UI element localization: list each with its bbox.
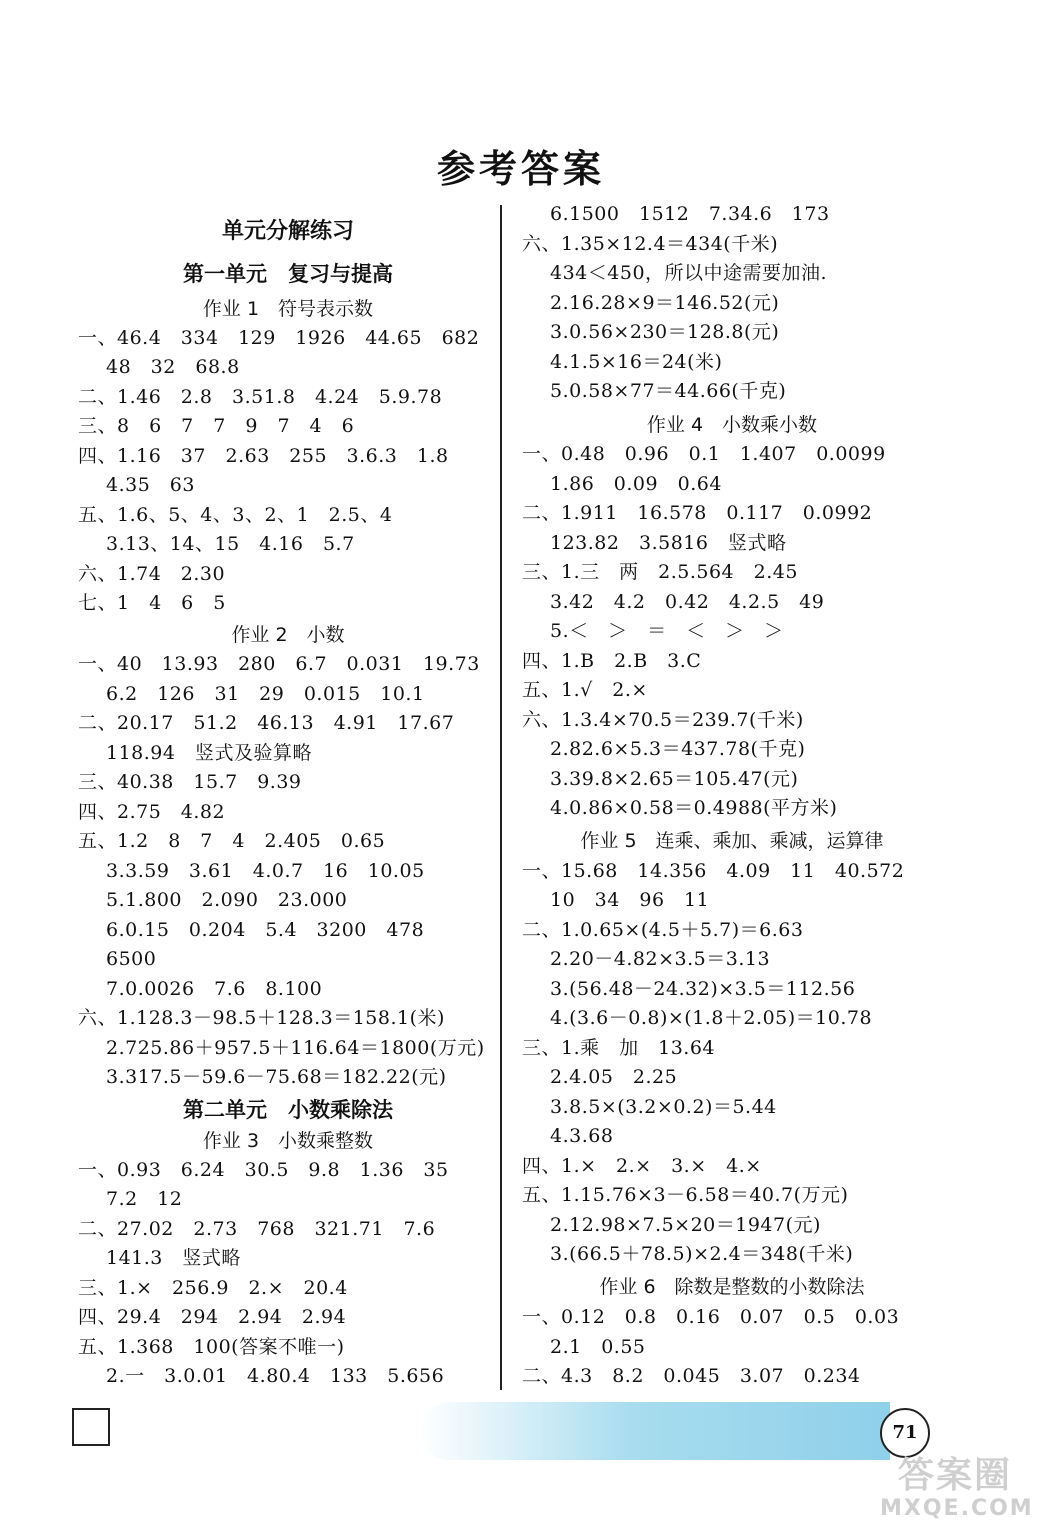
hw-5-heading: 作业 5 连乘、乘加、乘减，运算律	[580, 830, 884, 852]
answer-line: 7.2 12	[106, 1188, 183, 1210]
answer-line: 七、1 4 6 5	[78, 592, 226, 614]
watermark-logo: 答案圈	[897, 1455, 1012, 1496]
answer-line: 3.(56.48－24.32)×3.5＝112.56	[550, 978, 856, 1000]
answer-line: 二、20.17 51.2 46.13 4.91 17.67	[78, 712, 455, 734]
answer-line: 四、29.4 294 2.94 2.94	[78, 1306, 347, 1328]
answer-line: 六、1.3.4×70.5＝239.7(千米)	[522, 709, 804, 731]
corner-checkbox-decoration	[72, 1408, 110, 1446]
answer-line: 2.82.6×5.3＝437.78(千克)	[550, 738, 806, 760]
answer-line: 10 34 96 11	[550, 889, 710, 911]
answer-line: 三、8 6 7 7 9 7 4 6	[78, 415, 355, 437]
section-heading: 单元分解练习	[221, 219, 354, 244]
answer-line: 6.1500 1512 7.34.6 173	[550, 203, 830, 225]
answer-line: 三、1.乘 加 13.64	[522, 1037, 716, 1059]
unit-1-heading: 第一单元 复习与提高	[183, 262, 393, 286]
answer-line: 123.82 3.5816 竖式略	[550, 532, 787, 554]
answer-line: 4.1.5×16＝24(米)	[550, 351, 723, 373]
answer-line: 六、1.74 2.30	[78, 563, 226, 585]
answer-line: 4.35 63	[106, 474, 195, 496]
answer-line: 三、40.38 15.7 9.39	[78, 771, 302, 793]
unit-2-heading: 第二单元 小数乘除法	[183, 1098, 393, 1122]
hw-1-heading: 作业 1 符号表示数	[202, 298, 374, 320]
answer-line: 五、1.15.76×3－6.58＝40.7(万元)	[522, 1184, 849, 1206]
answer-line: 一、0.93 6.24 30.5 9.8 1.36 35	[78, 1159, 449, 1181]
answer-line: 二、27.02 2.73 768 321.71 7.6	[78, 1218, 436, 1240]
answer-line: 2.12.98×7.5×20＝1947(元)	[550, 1214, 821, 1236]
answer-line: 四、2.75 4.82	[78, 801, 226, 823]
answer-line: 3.8.5×(3.2×0.2)＝5.44	[550, 1096, 777, 1118]
answer-line: 三、1.× 256.9 2.× 20.4	[78, 1277, 348, 1299]
answer-line: 3.39.8×2.65＝105.47(元)	[550, 768, 799, 790]
answer-line: 3.(66.5＋78.5)×2.4＝348(千米)	[550, 1243, 854, 1265]
answer-line: 48 32 68.8	[106, 356, 240, 378]
answer-line: 5.0.58×77＝44.66(千克)	[550, 380, 787, 402]
answer-line: 118.94 竖式及验算略	[106, 742, 312, 764]
answer-line: 二、1.911 16.578 0.117 0.0992	[522, 502, 873, 524]
column-divider	[500, 205, 502, 1390]
footer-band	[420, 1402, 890, 1460]
answer-line: 二、1.46 2.8 3.51.8 4.24 5.9.78	[78, 386, 443, 408]
answer-line: 四、1.16 37 2.63 255 3.6.3 1.8	[78, 445, 449, 467]
answer-line: 434＜450，所以中途需要加油.	[550, 262, 828, 284]
answer-line: 2.725.86＋957.5＋116.64＝1800(万元)	[106, 1037, 485, 1059]
answer-line: 2.20－4.82×3.5＝3.13	[550, 948, 771, 970]
answer-line: 4.(3.6－0.8)×(1.8＋2.05)＝10.78	[550, 1007, 873, 1029]
answer-line: 一、0.48 0.96 0.1 1.407 0.0099	[522, 443, 886, 465]
answer-line: 2.一 3.0.01 4.80.4 133 5.656	[106, 1365, 445, 1387]
answer-line: 141.3 竖式略	[106, 1247, 241, 1269]
answer-line: 五、1.368 100(答案不唯一)	[78, 1336, 345, 1358]
answer-line: 六、1.128.3－98.5＋128.3＝158.1(米)	[78, 1007, 445, 1029]
answer-line: 3.0.56×230＝128.8(元)	[550, 321, 780, 343]
answer-line: 6500	[106, 948, 157, 970]
answer-line: 1.86 0.09 0.64	[550, 473, 722, 495]
answer-line: 五、1.6、5、4、3、2、1 2.5、4	[78, 504, 393, 526]
hw-2-heading: 作业 2 小数	[231, 624, 345, 646]
answer-line: 一、46.4 334 129 1926 44.65 682	[78, 327, 480, 349]
answer-line: 三、1.三 两 2.5.564 2.45	[522, 561, 798, 583]
answer-line: 一、40 13.93 280 6.7 0.031 19.73	[78, 653, 480, 675]
answer-line: 四、1.× 2.× 3.× 4.×	[522, 1155, 762, 1177]
hw-3-heading: 作业 3 小数乘整数	[202, 1130, 374, 1152]
answer-line: 6.2 126 31 29 0.015 10.1	[106, 683, 425, 705]
page-title: 参考答案	[436, 147, 605, 191]
watermark-url: MXQE.COM	[880, 1496, 1034, 1521]
hw-4-heading: 作业 4 小数乘小数	[646, 414, 818, 436]
answer-line: 5.1.800 2.090 23.000	[106, 889, 348, 911]
answer-line: 4.3.68	[550, 1125, 614, 1147]
page-number: 71	[880, 1408, 930, 1458]
answer-line: 3.317.5－59.6－75.68＝182.22(元)	[106, 1066, 447, 1088]
answer-line: 一、15.68 14.356 4.09 11 40.572	[522, 860, 905, 882]
watermark	[880, 1455, 1034, 1522]
answer-line: 2.16.28×9＝146.52(元)	[550, 292, 780, 314]
answer-line: 二、1.0.65×(4.5＋5.7)＝6.63	[522, 919, 804, 941]
answer-line: 3.13、14、15 4.16 5.7	[106, 533, 355, 555]
answer-line: 二、4.3 8.2 0.045 3.07 0.234	[522, 1365, 861, 1387]
answer-line: 六、1.35×12.4＝434(千米)	[522, 233, 779, 255]
answer-line: 3.42 4.2 0.42 4.2.5 49	[550, 591, 825, 613]
answer-line: 2.4.05 2.25	[550, 1066, 678, 1088]
answer-line: 2.1 0.55	[550, 1336, 646, 1358]
answer-line: 四、1.B 2.B 3.C	[522, 650, 702, 672]
answer-line: 5.＜ ＞ ＝ ＜ ＞ ＞	[550, 620, 784, 642]
answer-line: 6.0.15 0.204 5.4 3200 478	[106, 919, 425, 941]
answer-line: 五、1.√ 2.×	[522, 679, 648, 701]
answer-line: 4.0.86×0.58＝0.4988(平方米)	[550, 797, 838, 819]
answer-line: 7.0.0026 7.6 8.100	[106, 978, 323, 1000]
hw-6-heading: 作业 6 除数是整数的小数除法	[599, 1276, 865, 1298]
answer-line: 3.3.59 3.61 4.0.7 16 10.05	[106, 860, 425, 882]
answer-line: 五、1.2 8 7 4 2.405 0.65	[78, 830, 386, 852]
answer-line: 一、0.12 0.8 0.16 0.07 0.5 0.03	[522, 1306, 900, 1328]
